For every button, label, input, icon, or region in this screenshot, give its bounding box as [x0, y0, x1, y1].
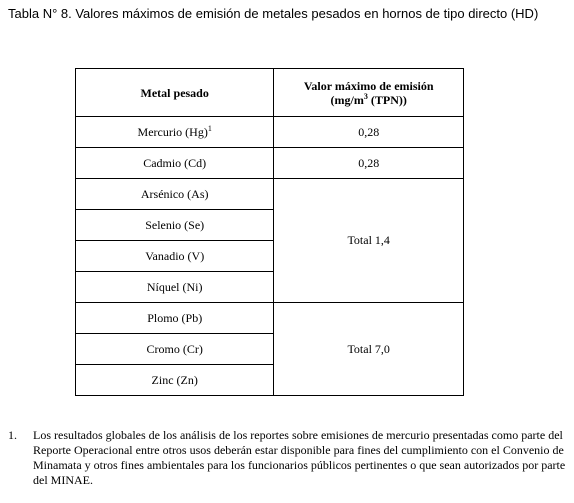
header-value — [274, 69, 464, 117]
metal-cell: Cromo (Cr) — [76, 334, 274, 365]
metal-cell: Níquel (Ni) — [76, 272, 274, 303]
metal-cell: Zinc (Zn) — [76, 365, 274, 396]
table-row — [76, 117, 464, 148]
metal-cell: Vanadio (V) — [76, 241, 274, 272]
table-row — [76, 303, 464, 334]
metal-cell: Selenio (Se) — [76, 210, 274, 241]
header-value-unit-pre: (mg/m — [330, 92, 364, 107]
value-cell: 0,28 — [274, 117, 464, 148]
footnote-marker: 1 — [207, 123, 212, 133]
metal-cell — [76, 117, 274, 148]
value-cell: 0,28 — [274, 148, 464, 179]
group-value-cell: Total 1,4 — [274, 179, 464, 303]
table-row — [76, 179, 464, 210]
metal-name: Mercurio (Hg) — [137, 124, 208, 139]
table-caption: Tabla N° 8. Valores máximos de emisión de metales pesados en hornos de tipo directo (HD) — [8, 6, 539, 21]
header-value-unit-sup: 3 — [363, 91, 368, 101]
header-metal: Metal pesado — [76, 69, 274, 117]
metal-cell: Arsénico (As) — [76, 179, 274, 210]
group-value-cell: Total 7,0 — [274, 303, 464, 396]
footnote — [8, 428, 568, 488]
table-header-row — [76, 69, 464, 117]
table-row — [76, 148, 464, 179]
footnote-number: 1. — [8, 428, 17, 442]
footnote-text: Los resultados globales de los análisis de los reportes sobre emisiones de mercurio presentadas como parte del Reporte Operacional entre otros usos deberán estar disponible para fines del cumplimiento con el Convenio de Minamata y otros fines ambientales para los funcionarios públicos pertinentes o que sean autorizados por parte del MINAE. — [33, 428, 566, 487]
metal-cell: Cadmio (Cd) — [76, 148, 274, 179]
metal-cell: Plomo (Pb) — [76, 303, 274, 334]
header-value-unit-post: (TPN)) — [367, 92, 407, 107]
emission-limits-table — [75, 68, 464, 396]
header-value-line1: Valor máximo de emisión — [303, 78, 434, 93]
